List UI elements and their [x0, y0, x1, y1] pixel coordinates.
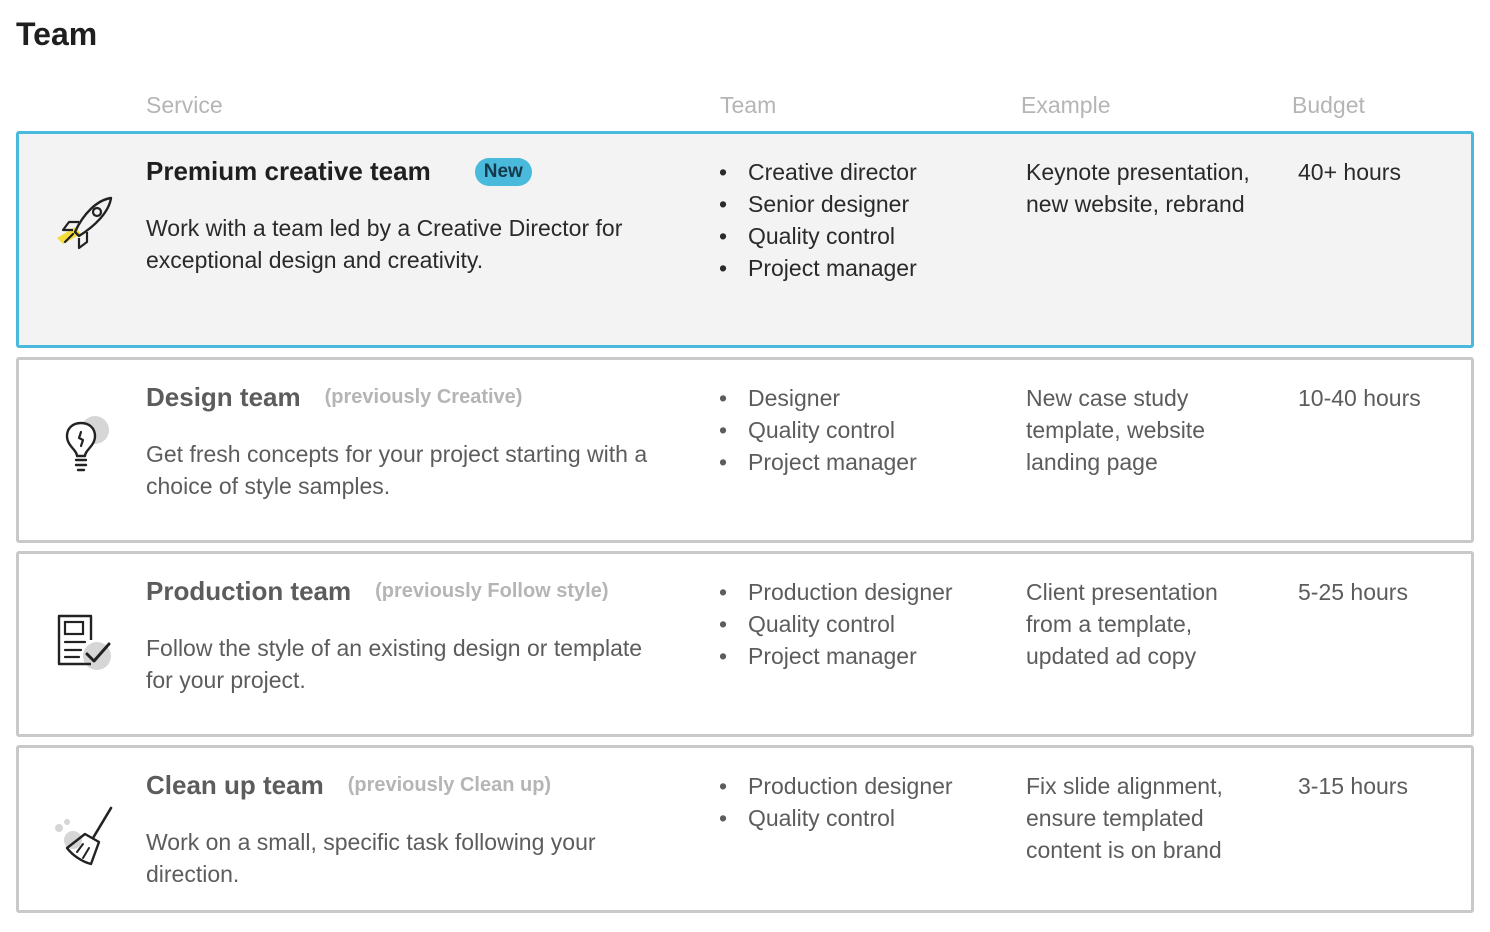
- service-budget: 3-15 hours: [1298, 773, 1408, 799]
- team-role: • Quality control: [719, 608, 953, 640]
- team-role: • Project manager: [719, 252, 917, 284]
- broom-icon: [53, 804, 117, 868]
- lightbulb-icon: [53, 412, 117, 476]
- column-header-budget: Budget: [1292, 92, 1365, 118]
- service-option-clean-up-team[interactable]: [16, 745, 1474, 913]
- team-role: • Quality control: [719, 220, 917, 252]
- template-check-icon: [53, 610, 117, 674]
- team-role: • Project manager: [719, 446, 917, 478]
- service-budget: 40+ hours: [1298, 159, 1401, 185]
- service-name: Design team: [146, 382, 301, 412]
- service-budget: 10-40 hours: [1298, 385, 1421, 411]
- service-description: Work on a small, specific task following your direction.: [146, 829, 596, 887]
- team-role: • Designer: [719, 382, 917, 414]
- previous-name: (previously Follow style): [375, 580, 609, 602]
- service-name: Production team: [146, 576, 352, 606]
- team-roles-list: [719, 576, 953, 672]
- column-header-team: Team: [720, 92, 777, 118]
- team-role: • Project manager: [719, 640, 953, 672]
- service-title-row: [146, 156, 532, 187]
- previous-name: (previously Clean up): [347, 774, 552, 796]
- team-role: • Senior designer: [719, 188, 917, 220]
- team-role: • Quality control: [719, 414, 917, 446]
- service-example: Keynote presentation, new website, rebrand: [1026, 159, 1250, 217]
- team-role: • Creative director: [719, 156, 917, 188]
- service-option-production-team[interactable]: [16, 551, 1474, 737]
- rocket-icon: [53, 190, 117, 254]
- service-budget: 5-25 hours: [1298, 579, 1408, 605]
- service-title-row: [146, 382, 522, 413]
- service-example: Client presentation from a template, updated ad copy: [1026, 579, 1218, 669]
- team-role: • Production designer: [719, 576, 953, 608]
- service-title-row: [146, 770, 551, 801]
- service-option-premium-creative-team[interactable]: [16, 131, 1474, 348]
- service-description: Follow the style of an existing design or template for your project.: [146, 635, 643, 693]
- team-role: • Production designer: [719, 770, 953, 802]
- service-description: Get fresh concepts for your project starting with a choice of style samples.: [146, 441, 648, 499]
- service-option-design-team[interactable]: [16, 357, 1474, 543]
- column-header-example: Example: [1021, 92, 1111, 118]
- service-title-row: [146, 576, 609, 607]
- service-name: Clean up team: [146, 770, 324, 800]
- team-roles-list: [719, 770, 953, 834]
- service-example: New case study template, website landing page: [1026, 385, 1205, 475]
- page-title: Team: [16, 16, 98, 52]
- service-description: Work with a team led by a Creative Director for exceptional design and creativity.: [146, 215, 623, 273]
- previous-name: (previously Creative): [324, 386, 523, 408]
- service-example: Fix slide alignment, ensure templated content is on brand: [1026, 773, 1223, 863]
- team-role: • Quality control: [719, 802, 953, 834]
- new-badge: New: [475, 158, 532, 186]
- service-name: Premium creative team: [146, 156, 431, 186]
- team-roles-list: [719, 156, 917, 284]
- column-header-service: Service: [146, 92, 223, 118]
- team-roles-list: [719, 382, 917, 478]
